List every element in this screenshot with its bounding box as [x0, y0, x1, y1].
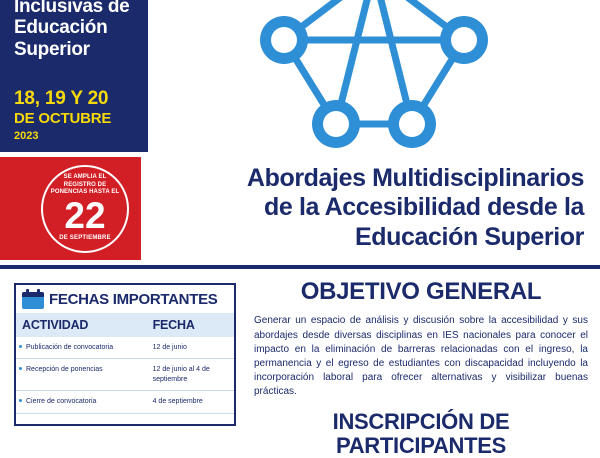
cell-actividad-text: Cierre de convocatoria: [26, 398, 97, 406]
cell-actividad-text: Recepción de ponencias: [26, 366, 103, 374]
cell-fecha: 12 de junio: [147, 337, 234, 359]
deadline-seal-bottom-text: DE SEPTIEMBRE: [59, 234, 111, 241]
deadline-seal-top-text: SE AMPLIA EL REGISTRO DE PONENCIAS HASTA EL: [50, 174, 120, 195]
deadline-seal-badge: [41, 165, 129, 253]
event-title-line2: Educación: [14, 17, 108, 39]
bullet-icon: [19, 367, 22, 370]
important-dates-table: [16, 313, 234, 414]
cell-fecha: 12 de junio al 4 de septiembre: [147, 359, 234, 391]
important-dates-title: FECHAS IMPORTANTES: [49, 290, 218, 308]
hero-left-panel: [0, 0, 148, 152]
event-date-month: DE OCTUBRE: [14, 109, 112, 127]
table-header-row: [16, 313, 234, 337]
banner-title-line1: Abordajes Multidisciplinarios: [246, 164, 584, 192]
cell-actividad: [16, 337, 147, 359]
deadline-seal-number: 22: [64, 194, 106, 236]
section-divider: [0, 265, 600, 269]
network-nodes-graphic: [148, 0, 600, 152]
event-title-line3: Superior: [14, 38, 90, 60]
objective-heading: OBJETIVO GENERAL: [300, 278, 542, 305]
banner-title-line2: de la Accesibilidad desde la: [264, 193, 584, 222]
content-section: [0, 265, 600, 458]
bullet-icon: [19, 399, 22, 402]
banner-title-line3: Educación Superior: [355, 222, 584, 251]
table-row: [16, 391, 234, 413]
objective-column: [254, 279, 588, 458]
column-header-fecha: FECHA: [147, 313, 234, 337]
event-date-days: 18, 19 Y 20: [14, 87, 109, 109]
cell-actividad-text: Publicación de convocatoria: [26, 344, 114, 351]
banner-top-divider: [0, 152, 600, 157]
objective-text: Generar un espacio de análisis y discusión sobre la accesibilidad y sus abordajes desde diversas disciplinas en IES nacionales para conocer el impacto en la eliminación de barreras relacionadas con el ingreso, la permanencia y el egreso de estudiantes con discapacidad incluyendo la incorporación laboral para ofrecer alternativas y visibilizar buenas prácticas.: [254, 315, 588, 398]
event-title-line1: Inclusivas de: [14, 0, 130, 17]
registration-heading: INSCRIPCIÓN DE PARTICIPANTES: [332, 408, 510, 458]
event-date-block: [14, 88, 134, 143]
hero-section: [0, 0, 600, 152]
bullet-icon: [19, 345, 22, 348]
calendar-icon: [22, 289, 44, 309]
cell-actividad: [16, 359, 147, 391]
table-row: [16, 337, 234, 359]
cell-fecha: 4 de septiembre: [147, 391, 234, 413]
event-title: [14, 0, 134, 60]
table-row: [16, 359, 234, 391]
column-header-actividad: ACTIVIDAD: [16, 313, 147, 337]
important-dates-header: [16, 285, 234, 313]
important-dates-card: [14, 283, 236, 426]
banner-title: [140, 164, 592, 252]
announcement-banner: [0, 152, 600, 265]
cell-actividad: [16, 391, 147, 413]
event-date-year: 2023: [14, 129, 39, 142]
